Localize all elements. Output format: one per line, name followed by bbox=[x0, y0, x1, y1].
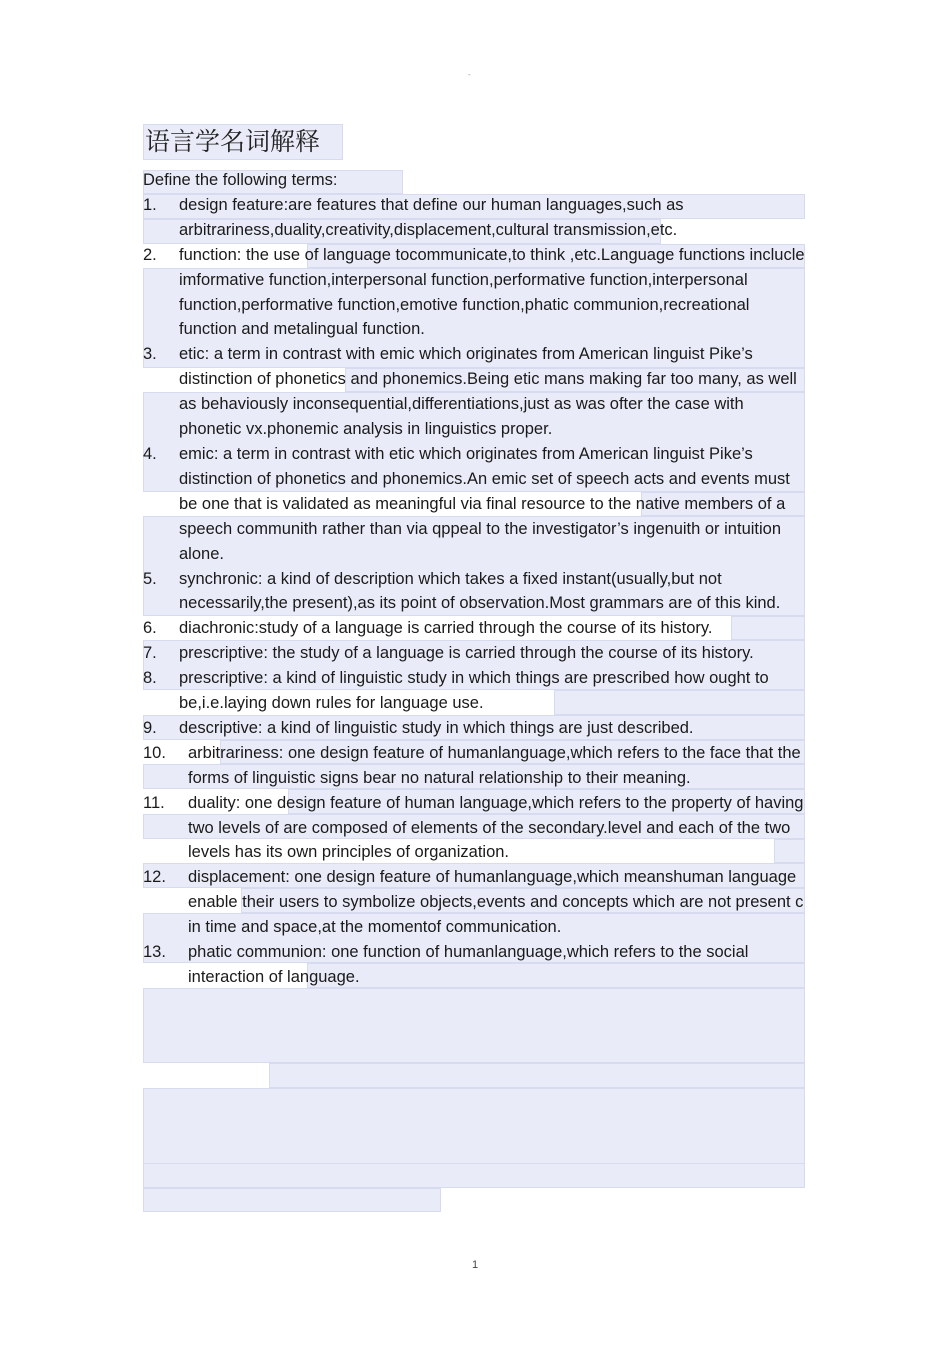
page-number: 1 bbox=[472, 1259, 479, 1271]
term-text: emic: a term in contrast with etic which originates from American linguist Pike’s distinction of phonetics and phonemics.An emic set of speech acts and events must be one that is validated as meaningful via final resource to the native members of a speech communith rather than via qppeal to the investigator’s ingenuith or intuition alone. bbox=[179, 444, 790, 563]
term-text: phatic communion: one function of humanlanguage,which refers to the social interaction of language. bbox=[188, 943, 749, 986]
term-item bbox=[143, 567, 805, 617]
term-number: 2. bbox=[143, 245, 157, 264]
term-number: 1. bbox=[143, 195, 157, 214]
term-item bbox=[143, 791, 805, 866]
term-text: prescriptive: the study of a language is carried through the course of its history. bbox=[179, 644, 754, 663]
term-text: duality: one design feature of human language,which refers to the property of having two levels of are composed of elements of the secondary.level and each of the two levels has its own principles of organization. bbox=[188, 793, 804, 862]
page-title: 语言学名词解释 bbox=[145, 127, 321, 156]
highlight-box bbox=[143, 988, 805, 1063]
term-item bbox=[143, 741, 805, 791]
term-number: 7. bbox=[143, 644, 157, 663]
term-number: 13. bbox=[143, 943, 166, 962]
term-number: 9. bbox=[143, 718, 157, 737]
term-text: etic: a term in contrast with emic which originates from American linguist Pike’s distinction of phonetics and phonemics.Being etic mans making far too many, as well as behaviously inconsequential,differentiations,just as was ofter the case with phonetic vx.phonemic analysis in linguistics proper. bbox=[179, 345, 797, 439]
term-text: design feature:are features that define our human languages,such as arbitrariness,duality,creativity,displacement,cultural transmission,etc. bbox=[179, 195, 684, 239]
term-number: 5. bbox=[143, 569, 157, 588]
term-text: displacement: one design feature of humanlanguage,which meanshuman language enable their users to symbolize objects,events and concepts which are not present c in time and space,at the momentof communication. bbox=[188, 868, 804, 937]
term-text: diachronic:study of a language is carried through the course of its history. bbox=[179, 619, 713, 638]
highlight-box bbox=[143, 1163, 805, 1188]
term-number: 3. bbox=[143, 345, 157, 364]
highlight-box bbox=[269, 1063, 805, 1088]
term-number: 4. bbox=[143, 444, 157, 463]
term-item bbox=[143, 243, 805, 343]
term-item bbox=[143, 666, 805, 716]
term-item bbox=[143, 641, 805, 666]
document-body bbox=[143, 168, 805, 990]
term-text: prescriptive: a kind of linguistic study in which things are prescribed how ought to be,i.e.laying down rules for language use. bbox=[179, 669, 769, 713]
term-number: 11. bbox=[143, 793, 165, 812]
header-mark: - bbox=[468, 70, 471, 79]
term-number: 10. bbox=[143, 743, 166, 762]
term-number: 12. bbox=[143, 868, 166, 887]
term-item bbox=[143, 616, 805, 641]
term-item bbox=[143, 193, 805, 243]
term-item bbox=[143, 342, 805, 442]
intro-line: Define the following terms: bbox=[143, 171, 338, 189]
terms-list bbox=[143, 193, 805, 990]
highlight-box bbox=[143, 1188, 441, 1212]
term-text: arbitrariness: one design feature of humanlanguage,which refers to the face that the forms of linguistic signs bear no natural relationship to their meaning. bbox=[188, 743, 801, 787]
term-item bbox=[143, 940, 805, 990]
term-item bbox=[143, 716, 805, 741]
term-number: 6. bbox=[143, 619, 157, 638]
term-item bbox=[143, 442, 805, 567]
term-text: synchronic: a kind of description which takes a fixed instant(usually,but not necessarily,the present),as its point of observation.Most grammars are of this kind. bbox=[179, 569, 781, 613]
term-item bbox=[143, 865, 805, 940]
term-text: descriptive: a kind of linguistic study in which things are just described. bbox=[179, 718, 694, 737]
term-text: function: the use of language tocommunicate,to think ,etc.Language functions inclucle imformative function,interpersonal function,performative function,interpersonal function,performative function,emotive function,phatic communion,recreational function and metalingual function. bbox=[179, 245, 805, 339]
term-number: 8. bbox=[143, 669, 157, 688]
